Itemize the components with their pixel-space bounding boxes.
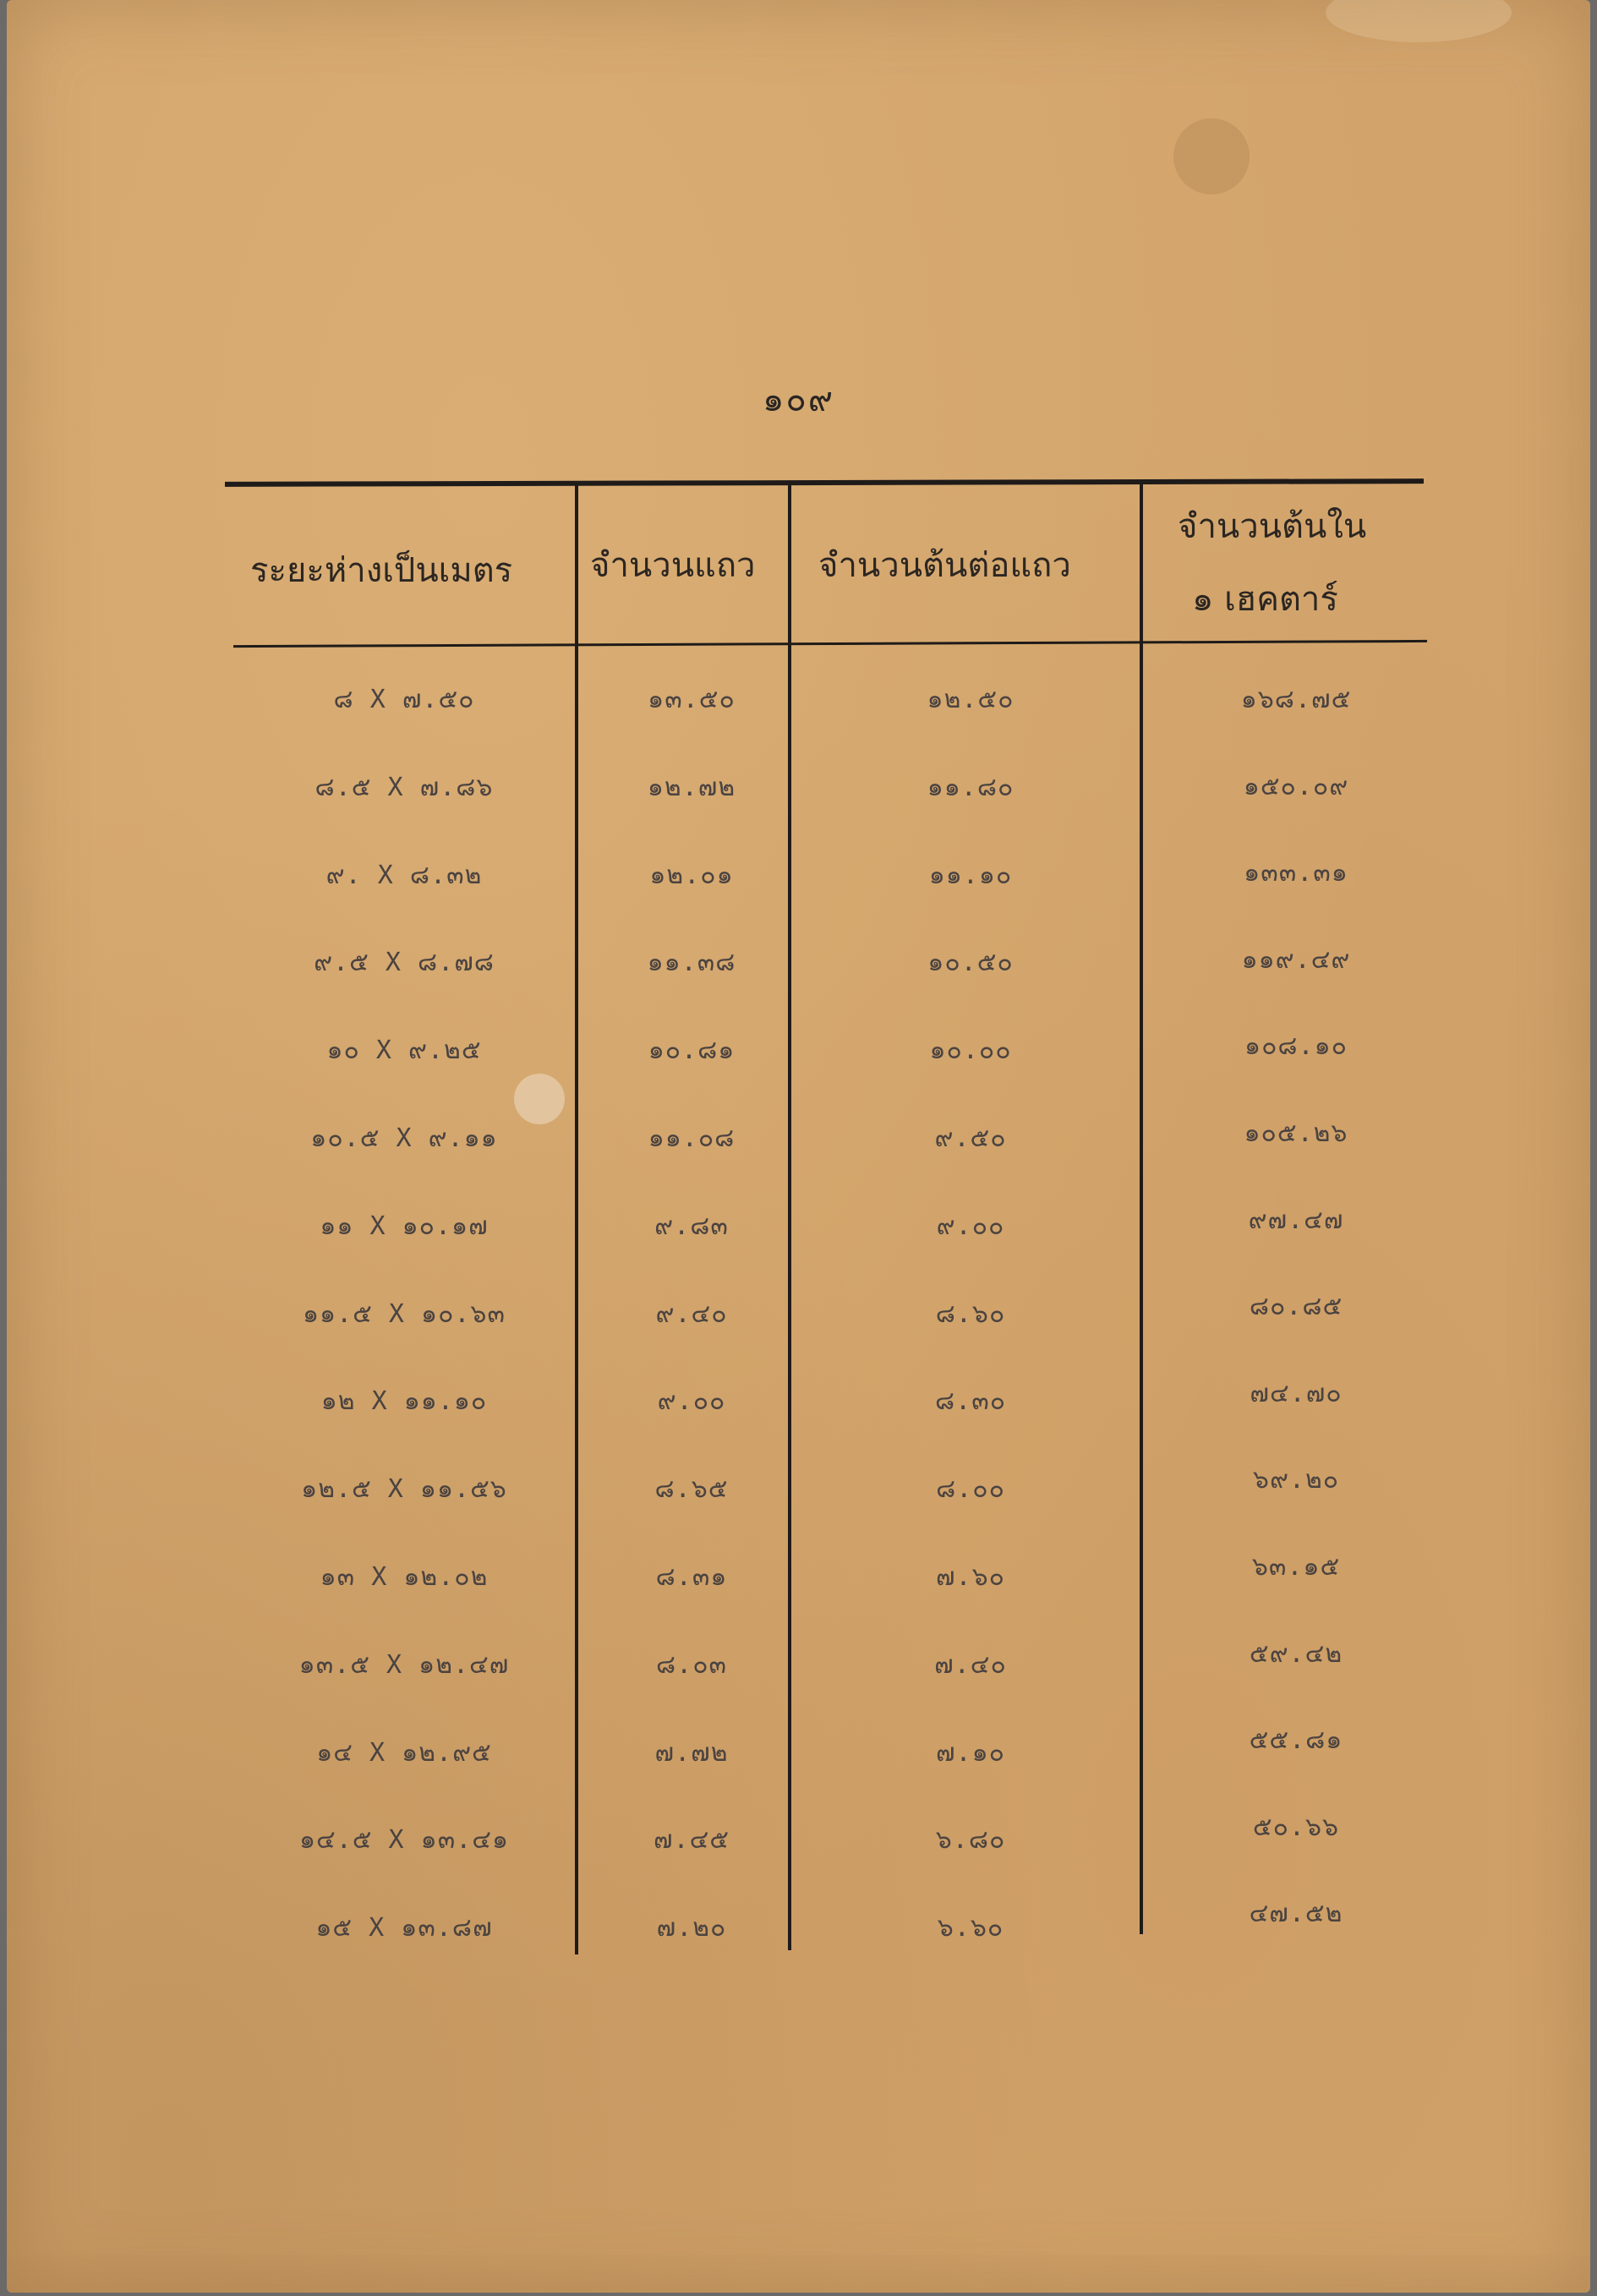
table-cell: ๖๓.๑๕ <box>1251 1552 1341 1582</box>
header-bottom-rule <box>233 640 1427 648</box>
table-cell: ๘.๓๐ <box>934 1386 1007 1417</box>
table-cell: ๙.๐๐ <box>936 1211 1005 1241</box>
table-cell: ๙. X ๘.๓๒ <box>325 860 483 890</box>
table-cell: ๗.๗๒ <box>654 1737 729 1768</box>
table-cell: ๑๐.๕ X ๙.๑๑ <box>310 1123 498 1153</box>
header-hectare-unit: ๑ เฮคตาร์ <box>1192 580 1338 619</box>
table-cell: ๑๒.๕๐ <box>927 685 1015 714</box>
table-cell: ๙.๐๐ <box>657 1386 726 1417</box>
table-cell: ๘.๕ X ๗.๘๖ <box>314 772 494 802</box>
table-cell: ๖.๘๐ <box>935 1825 1006 1856</box>
column-separator <box>575 484 578 1954</box>
table-cell: ๑๒.๐๑ <box>649 860 734 890</box>
table-top-rule <box>225 478 1424 487</box>
table-cell: ๑๐๘.๑๐ <box>1244 1031 1348 1062</box>
table-cell: ๑๕๐.๐๙ <box>1243 771 1349 801</box>
table-cell: ๘.๓๑ <box>655 1562 728 1592</box>
table-cell: ๑๒.๕ X ๑๑.๕๖ <box>301 1474 507 1505</box>
table-cell: ๙.๔๐ <box>655 1298 728 1329</box>
table-cell: ๑๐.๐๐ <box>929 1036 1012 1066</box>
table-cell: ๕๙.๔๒ <box>1249 1638 1343 1669</box>
table-cell: ๗.๖๐ <box>936 1562 1005 1592</box>
header-spacing: ระยะห่างเป็นเมตร <box>250 551 513 590</box>
table-cell: ๘.๐๐ <box>936 1474 1005 1505</box>
table-cell: ๗.๔๐ <box>934 1649 1007 1680</box>
table-cell: ๘.๖๕ <box>654 1474 729 1505</box>
stain <box>1173 118 1250 194</box>
page-number: ๑๐๙ <box>762 380 835 419</box>
table-cell: ๑๑.๑๐ <box>928 860 1013 890</box>
table-cell: ๑๒ X ๑๑.๑๐ <box>320 1386 488 1417</box>
table-cell: ๗.๔๕ <box>653 1825 730 1856</box>
header-trees-per-row: จำนวนต้นต่อแถว <box>818 546 1071 585</box>
table-cell: ๑๐.๕๐ <box>927 948 1014 978</box>
table-cell: ๑๐ X ๙.๒๕ <box>326 1036 482 1066</box>
table-cell: ๑๔ X ๑๒.๙๕ <box>316 1737 492 1768</box>
table-cell: ๑๕ X ๑๓.๘๗ <box>315 1913 493 1943</box>
table-cell: ๑๐.๘๑ <box>648 1036 736 1066</box>
table-cell: ๕๕.๘๑ <box>1249 1725 1343 1756</box>
table-cell: ๔๗.๕๒ <box>1249 1899 1343 1929</box>
table-cell: ๗.๑๐ <box>936 1737 1005 1768</box>
table-cell: ๘๐.๘๕ <box>1249 1292 1343 1322</box>
table-cell: ๙.๕๐ <box>934 1123 1007 1153</box>
header-trees-per-hectare: จำนวนต้นใน <box>1178 507 1367 546</box>
paper-page <box>7 0 1590 2293</box>
stain <box>1326 0 1512 42</box>
table-cell: ๙.๕ X ๘.๗๘ <box>314 948 495 978</box>
table-cell: ๘.๐๓ <box>655 1649 728 1680</box>
table-cell: ๑๓ X ๑๒.๐๒ <box>320 1562 489 1592</box>
table-cell: ๖.๖๐ <box>937 1913 1004 1943</box>
table-cell: ๑๑.๘๐ <box>927 772 1015 802</box>
table-cell: ๕๐.๖๖ <box>1252 1812 1340 1842</box>
table-cell: ๑๓.๕ X ๑๒.๔๗ <box>298 1649 510 1680</box>
table-cell: ๑๐๕.๒๖ <box>1244 1118 1348 1148</box>
table-cell: ๙.๘๓ <box>654 1211 729 1241</box>
table-cell: ๖๙.๒๐ <box>1252 1465 1340 1495</box>
column-separator <box>1140 480 1143 1934</box>
header-rows: จำนวนแถว <box>590 546 756 585</box>
table-cell: ๑๔.๕ X ๑๓.๔๑ <box>298 1825 510 1856</box>
stain <box>514 1074 565 1124</box>
table-cell: ๘ X ๗.๕๐ <box>333 685 475 714</box>
table-cell: ๑๑.๓๘ <box>647 948 736 978</box>
table-cell: ๑๑.๕ X ๑๐.๖๓ <box>302 1298 506 1329</box>
table-cell: ๑๑๙.๔๙ <box>1241 944 1351 975</box>
table-cell: ๑๑.๐๘ <box>648 1123 736 1153</box>
table-cell: ๘.๖๐ <box>935 1298 1006 1329</box>
table-cell: ๑๖๘.๗๕ <box>1240 685 1352 714</box>
table-cell: ๑๓.๕๐ <box>648 685 736 714</box>
table-cell: ๗๔.๗๐ <box>1250 1378 1343 1408</box>
table-cell: ๙๗.๔๗ <box>1248 1205 1344 1235</box>
table-cell: ๑๑ X ๑๐.๑๗ <box>320 1211 489 1241</box>
table-cell: ๑๒.๗๒ <box>647 772 736 802</box>
table-cell: ๗.๒๐ <box>656 1913 727 1943</box>
table-cell: ๑๓๓.๓๑ <box>1244 858 1348 888</box>
